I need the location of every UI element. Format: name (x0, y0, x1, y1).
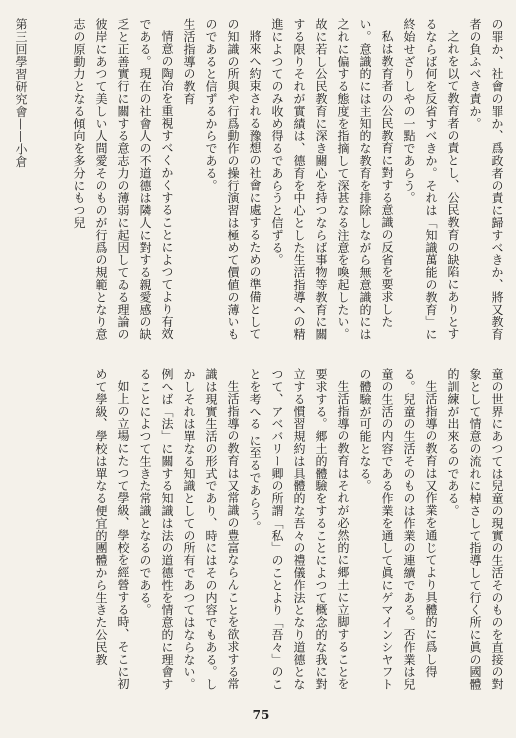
section-heading: 生活指導の教育 (182, 18, 196, 105)
paragraph: 情意の陶冶を重視すべくかくすることによつてより有效である。現在の社會人の不道德は隣人に對する親愛感の缺乏と正善實行に關する意志力の薄弱に起因してゐる理論の彼岸にあつて美しい人間愛そのものが行爲の規範となり意志の原動力となる傾向を多分にもつ兒 (72, 18, 174, 341)
paragraph: 生活指導の教育はそれが必然的に郷土に立脚することを要求する。郷土的體驗をすることによつて概念的な我に對立する慣習規約は具體的な吾々の禮儀作法となり道德となつて、アベバリー卿の所謂「私」のことより「吾々」のことを考へる に至るであらう。 (248, 368, 350, 691)
paragraph: 將來へ約束される豫想の社會に處するための準備としての知識の所與や行爲動作の操行演習は極めて價値の薄いものであると信ずるからである。 (204, 18, 262, 341)
upper-text-block (40, 18, 508, 348)
running-header: 第三回學習研究會——小倉 (14, 18, 28, 168)
paragraph: の罪か、社會の罪か、爲政者の責に歸すべきか、將又教育者の負ふべき責か。 (468, 18, 504, 341)
page-number: 75 (252, 708, 270, 722)
paragraph: 生活指導の教育は又常識の豊富ならんことを欲求する常識は現實生活の形式であり、時にはその内容でもある。しかしそれは單なる知識としての所有であつてはならない。例へば「法」に關する知識は法の道德性を情意的に理會することによつて生きた常識となるのである。 (138, 368, 240, 691)
paragraph: 生活指導の教育は又作業を通じてより具體的に爲し得る。兒童の生活そのものは作業の連續である。否作業は兒童の生活の内容である作業を通して眞にゲマインシヤフトの體驗が可能となる。 (358, 368, 438, 691)
paragraph: 之れを以て教育者の責とし、公民教育の缺陷にありとするならば何を反省すべきか。それは「知識萬能の教育」に終始せざりしやの一點であらう。 (402, 18, 460, 341)
paragraph: 如上の立場にたつて學級、學校を經營する時、そこに初めて學級、學校は單なる便宜的團體から生きた公民教 (94, 368, 130, 690)
paragraph: 童の世界にあつては兒童の現實の生活そのものを直接の對象として情意の流れに棹さして指導して行く所に眞の國體的訓練が出來るのである。 (446, 368, 504, 691)
tier-divider (40, 356, 508, 357)
lower-text-block (40, 368, 508, 698)
paragraph: 私は教育者の公民教育に對する意識の反省を要求したい。意識的には主知的な教育を排除しながら無意識的には之れに偏する態度を指摘して深甚なる注意を喚起したい。故に若し公民教育に深き關心を持つならば事物等教育に關する限りそれが實績は、德育を中心とした生活指導への精進によつてのみ收め得るであらうと信ずる。 (270, 18, 394, 341)
